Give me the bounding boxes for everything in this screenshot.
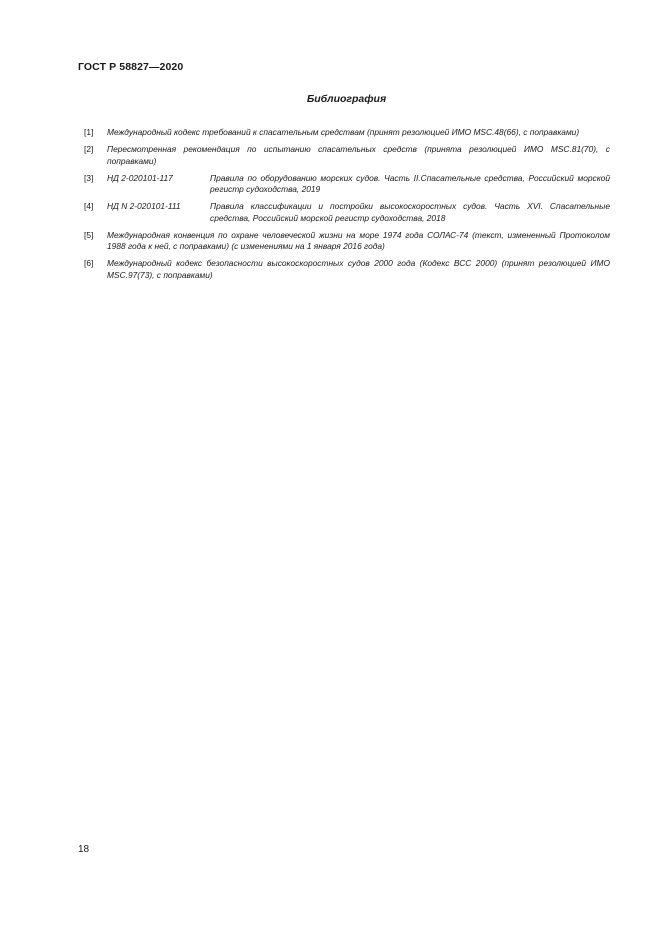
entry-text: Правила по оборудованию морских судов. Часть II.Спасательные средства, Российский морской регистр судоходства, 2019 [210, 172, 610, 195]
entry-number: [3] [84, 172, 94, 183]
bibliography-entry-1 [84, 127, 610, 139]
entry-code: НД 2-020101-117 [107, 172, 173, 183]
entry-text: Международный кодекс требований к спасательным средствам (принят резолюцией ИМО MSC.48(66), с поправками) [107, 127, 580, 137]
entry-code: НД N 2-020101-111 [107, 201, 181, 212]
entry-number: [2] [84, 143, 94, 154]
entry-body [107, 201, 610, 224]
entry-number: [1] [84, 127, 94, 137]
document-id: ГОСТ Р 58827—2020 [78, 61, 184, 73]
bibliography-entry-3 [84, 173, 610, 196]
bibliography-entry-6 [84, 258, 610, 281]
bibliography-entry-5 [84, 230, 610, 253]
entry-text: Правила классификации и постройки высокоскоростных судов. Часть XVI. Спасательные средства, Российский морской регистр судоходства, 2018 [210, 201, 610, 223]
section-title-text: Библиография [306, 93, 387, 105]
entry-text: Пересмотренная рекомендация по испытанию спасательных средств (принята резолюцией ИМО MSC.81(70), с поправками) [107, 143, 610, 166]
entry-body [107, 173, 610, 196]
bibliography-list [84, 127, 610, 287]
entry-number: [4] [84, 201, 94, 212]
entry-text: Международная конвенция по охране человеческой жизни на море 1974 года СОЛАС-74 (текст, измененный Протоколом 1988 года к ней, с поправками) (с изменениями на 1 января 2016 года) [107, 229, 610, 252]
page-number: 18 [78, 844, 90, 855]
entry-text: Международный кодекс безопасности высокоскоростных судов 2000 года (Кодекс ВСС 2000) (принят резолюцией ИМО MSC.97(73), с поправками) [107, 258, 610, 280]
entry-number: [5] [84, 229, 94, 240]
bibliography-entry-2 [84, 144, 610, 167]
bibliography-entry-4 [84, 201, 610, 224]
section-title [0, 93, 661, 105]
entry-number: [6] [84, 258, 94, 269]
